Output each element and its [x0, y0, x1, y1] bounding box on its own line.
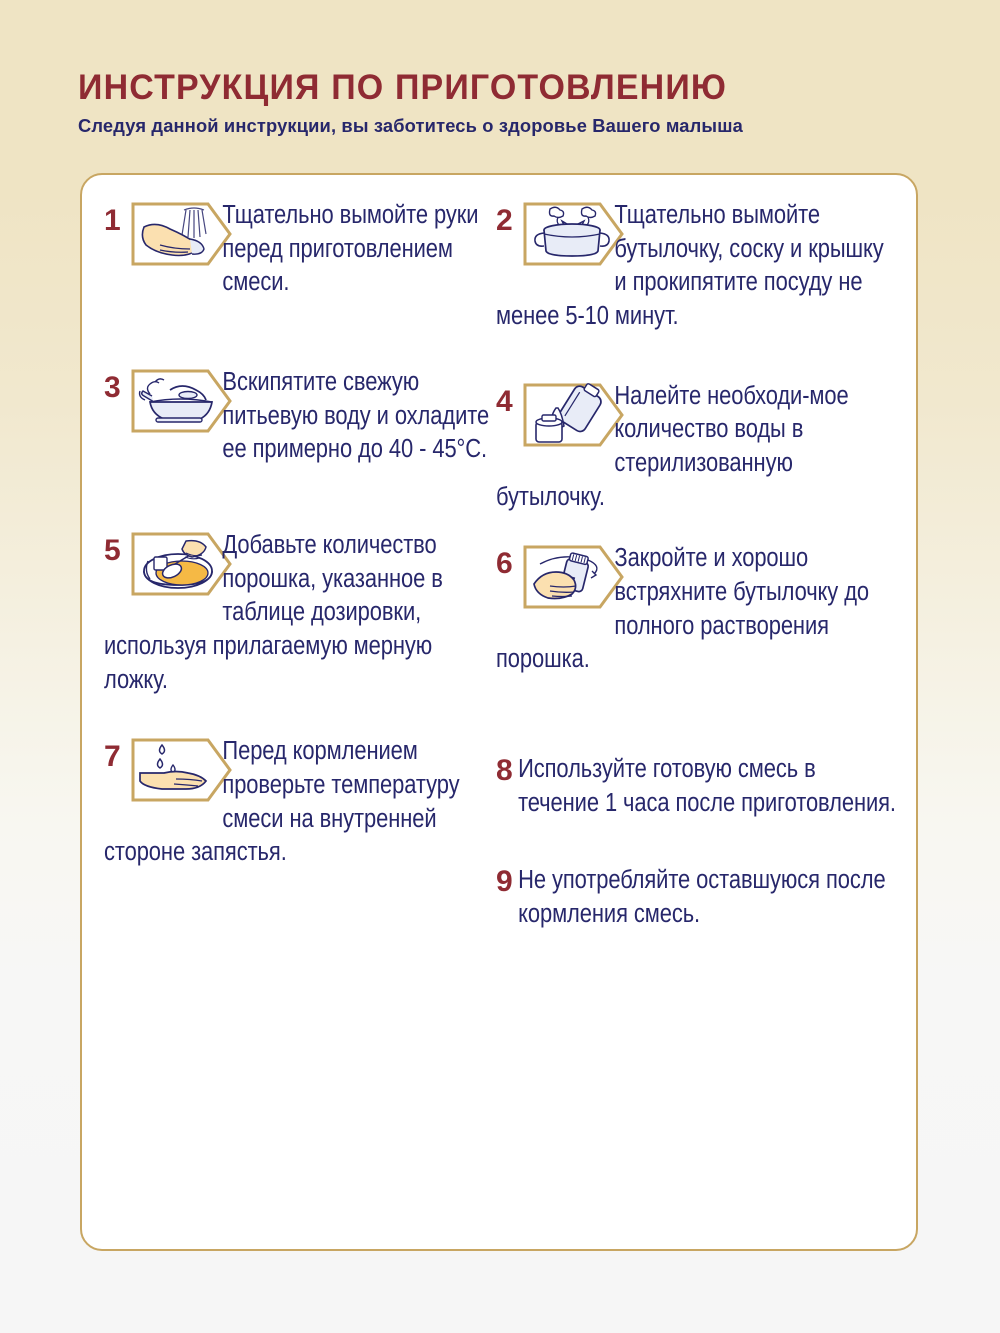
steps-column-left: [104, 199, 496, 870]
step-6-number: 6: [496, 547, 513, 581]
steps-column-right: [496, 199, 898, 942]
step-1: [104, 199, 496, 300]
step-1-text: Тщательно вымойте руки перед приготовлением смеси.: [222, 201, 479, 297]
step-7: [104, 735, 496, 870]
steps-columns: [82, 175, 916, 1249]
step-2: [496, 199, 898, 334]
step-3-text: Вскипятите свежую питьевую воду и охладите ее примерно до 40 - 45°C.: [222, 367, 490, 464]
step-4-text: Налейте необходи-мое количество воды в стерилизованную бутылочку.: [496, 381, 849, 511]
page-subtitle: Следуя данной инструкции, вы заботитесь о здоровье Вашего малыша: [78, 115, 743, 136]
step-5-text: Добавьте количество порошка, указанное в таблице дозировки, используя прилагаемую мерную ложку.: [104, 530, 443, 694]
page-header: [78, 70, 938, 137]
step-8-number: 8: [496, 753, 513, 787]
step-7-number: 7: [104, 740, 121, 774]
page-title: ИНСТРУКЦИЯ ПО ПРИГОТОВЛЕНИЮ: [78, 68, 728, 107]
step-5: [104, 529, 496, 697]
step-7-text: Перед кормлением проверьте температуру смеси на внутренней стороне запястья.: [104, 737, 460, 867]
step-9: [496, 864, 898, 931]
step-8-text: Используйте готовую смесь в течение 1 часа после приготовления.: [518, 754, 896, 817]
step-2-number: 2: [496, 204, 513, 237]
step-5-number: 5: [104, 533, 121, 567]
step-6: [496, 542, 898, 677]
step-9-text: Не употребляйте оставшуюся после кормления смесь.: [518, 866, 886, 928]
step-4-number: 4: [496, 384, 513, 418]
step-1-number: 1: [104, 204, 121, 237]
step-3: [104, 366, 496, 467]
step-3-number: 3: [104, 370, 121, 404]
step-8: [496, 753, 898, 820]
step-9-number: 9: [496, 865, 513, 899]
instructions-card: [80, 173, 918, 1251]
step-6-text: Закройте и хорошо встряхните бутылочку до полного растворения порошка.: [496, 544, 870, 674]
step-4: [496, 380, 898, 515]
step-2-text: Тщательно вымойте бутылочку, соску и крышку и прокипятите посуду не менее 5-10 минут.: [496, 201, 884, 330]
